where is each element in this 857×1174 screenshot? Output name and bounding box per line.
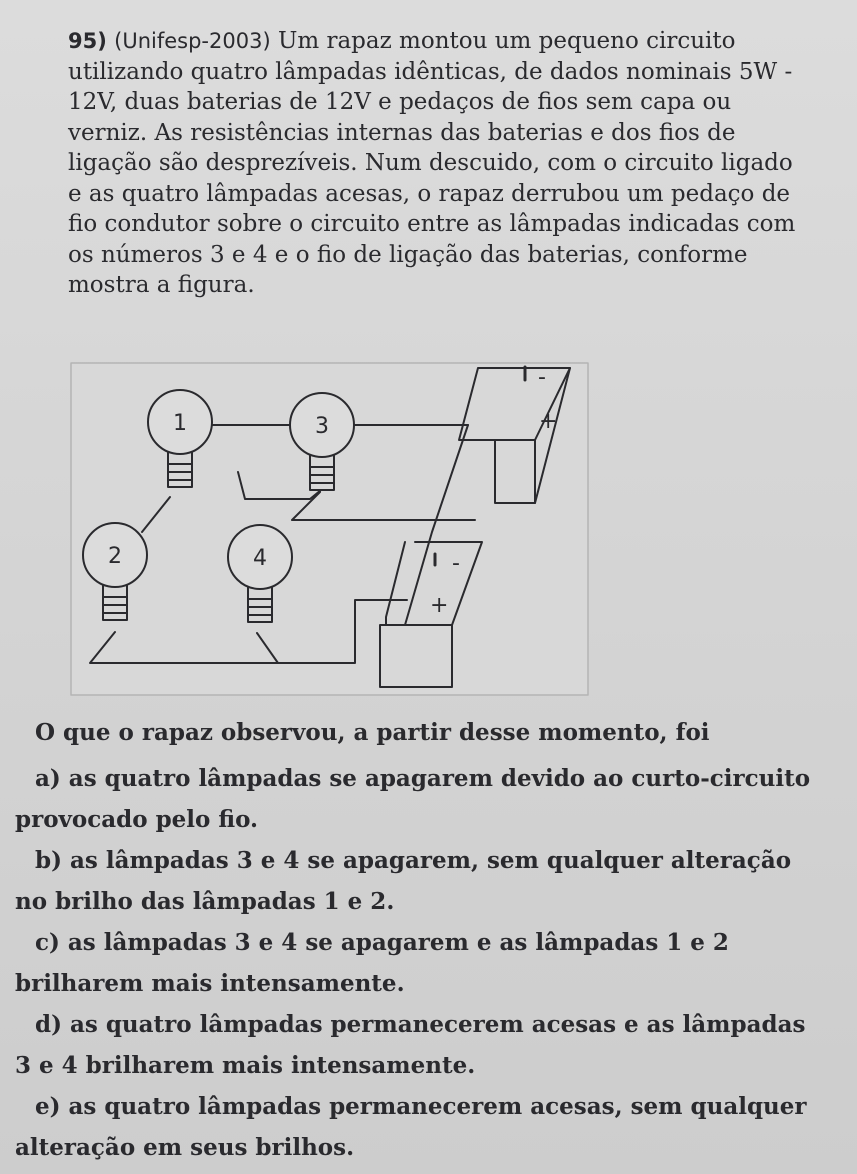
battery-bottom-plus: + xyxy=(430,593,449,618)
lamp-4-label: 4 xyxy=(253,546,267,571)
question-number: 95) xyxy=(68,29,107,53)
lamp-2-label: 2 xyxy=(108,544,122,569)
option-b[interactable]: b) as lâmpadas 3 e 4 se apagarem, sem qualquer alteração no brilho das lâmpadas 1 e 2. xyxy=(15,847,792,915)
lamp-3-label: 3 xyxy=(315,414,329,439)
option-a[interactable]: a) as quatro lâmpadas se apagarem devido ao curto-circuito provocado pelo fio. xyxy=(15,765,811,833)
question-prompt: O que o rapaz observou, a partir desse momento, foi xyxy=(35,719,710,746)
circuit-figure xyxy=(70,362,590,697)
option-c[interactable]: c) as lâmpadas 3 e 4 se apagarem e as lâmpadas 1 e 2 brilharem mais intensamente. xyxy=(15,929,729,997)
circuit-diagram xyxy=(70,362,590,697)
question-text: Um rapaz montou um pequeno circuito utilizando quatro lâmpadas idênticas, de dados nominais 5W - 12V, duas baterias de 12V e pedaços de fios sem capa ou verniz. As resistências internas das baterias e dos fios de ligação são desprezíveis. Num descuido, com o circuito ligado e as quatro lâmpadas acesas, o rapaz derrubou um pedaço de fio condutor sobre o circuito entre as lâmpadas indicadas com os números 3 e 4 e o fio de ligação das baterias, conforme mostra a figura. xyxy=(68,28,796,298)
battery-top-minus: - xyxy=(538,365,546,390)
battery-top-plus: + xyxy=(539,409,558,434)
question-statement xyxy=(68,26,808,301)
option-d[interactable]: d) as quatro lâmpadas permanecerem acesas e as lâmpadas 3 e 4 brilharem mais intensamente. xyxy=(15,1011,806,1079)
question-source: (Unifesp-2003) xyxy=(114,29,271,53)
battery-bottom-minus: - xyxy=(452,551,460,576)
option-e[interactable]: e) as quatro lâmpadas permanecerem acesas, sem qualquer alteração em seus brilhos. xyxy=(15,1093,807,1161)
lamp-1-label: 1 xyxy=(173,411,187,436)
answer-options xyxy=(15,758,825,1168)
